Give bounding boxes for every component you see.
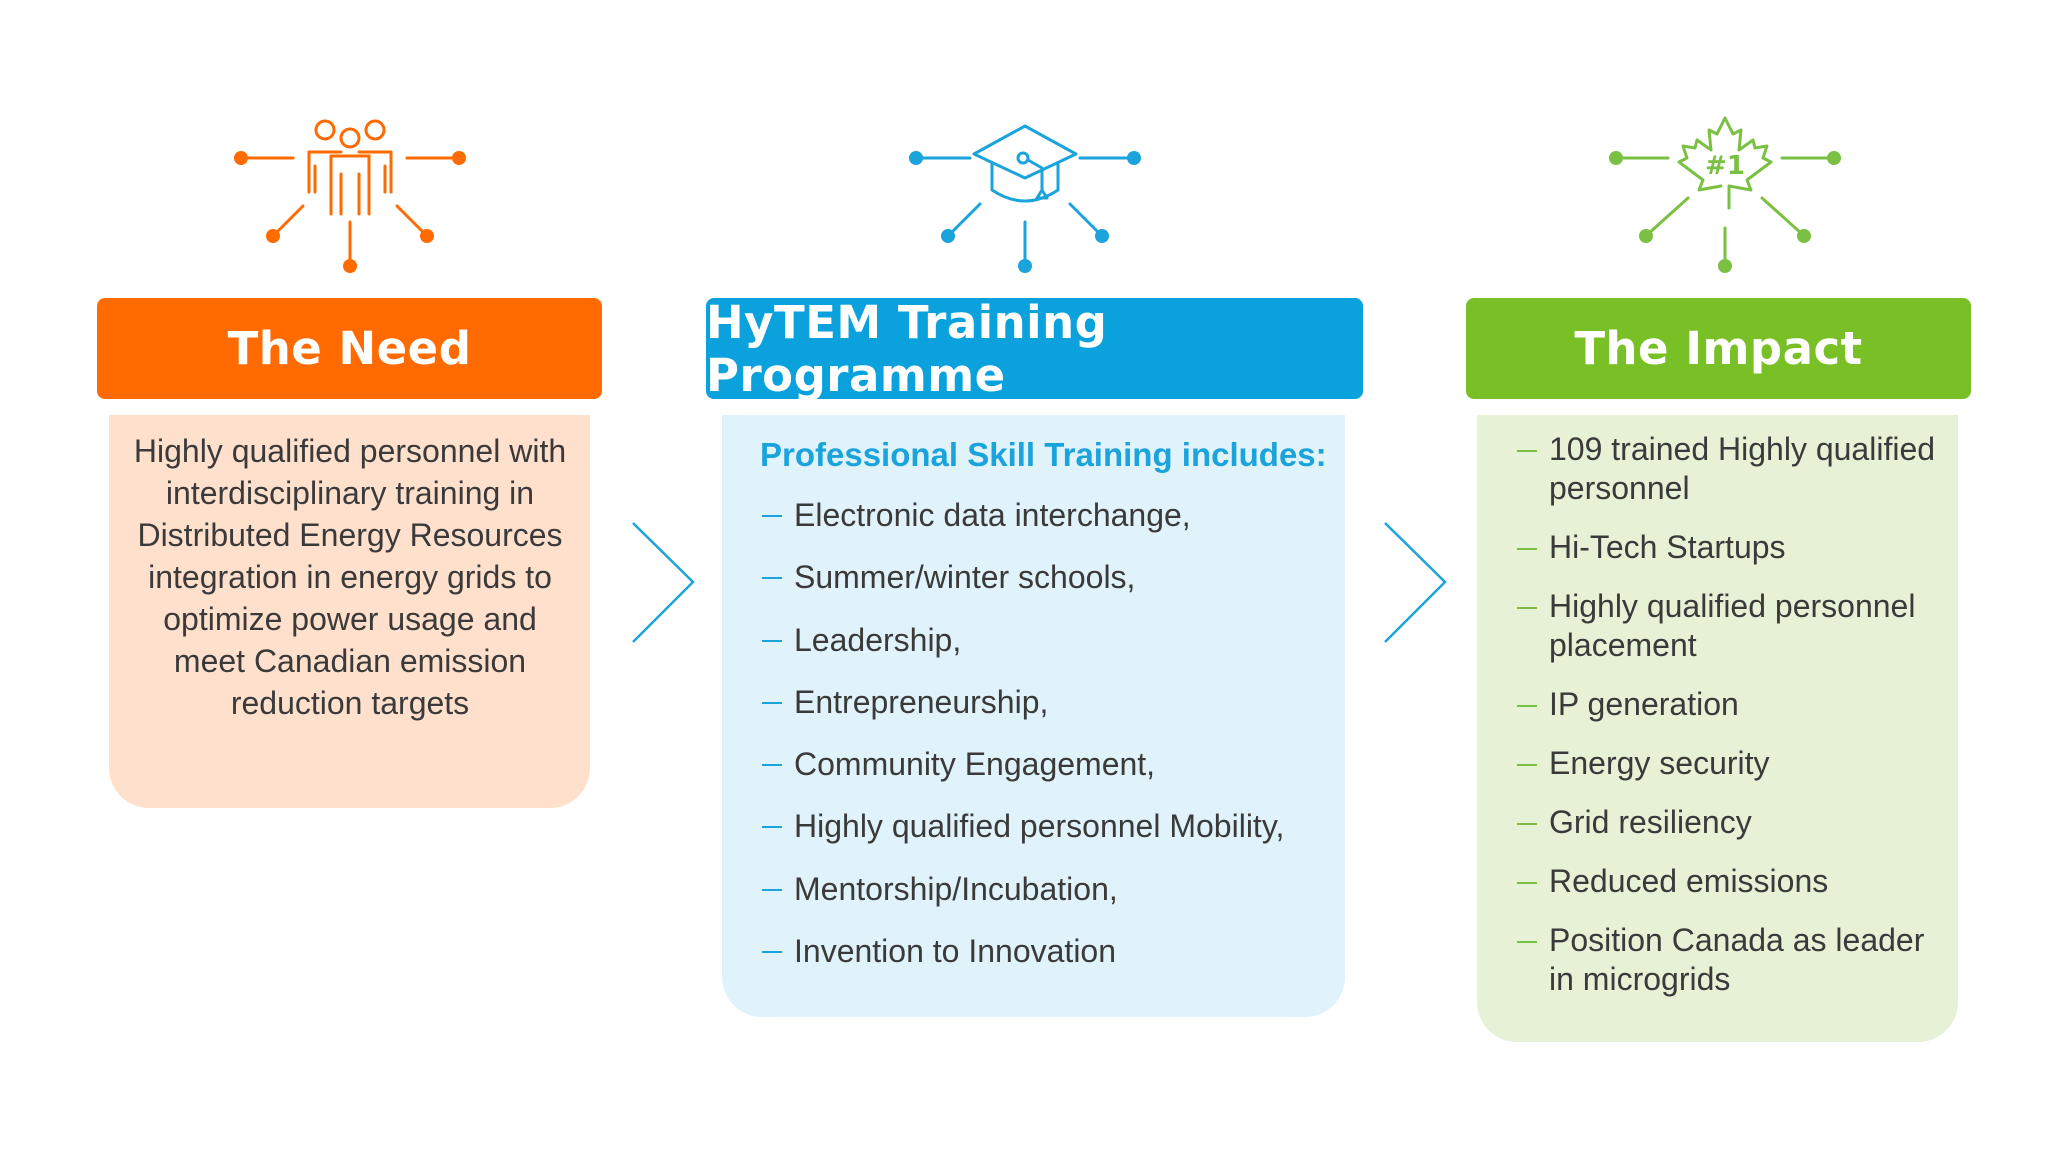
- impact-header: [1466, 298, 1971, 399]
- list-item: Energy security: [1517, 744, 1937, 783]
- programme-header: [706, 295, 1363, 402]
- dash-bullet: [762, 577, 782, 579]
- dash-bullet: [762, 764, 782, 766]
- dash-bullet: [762, 640, 782, 642]
- dash-bullet: [1517, 882, 1537, 884]
- programme-subtitle: Professional Skill Training includes:: [760, 436, 1327, 473]
- people-group-network-icon: [225, 110, 475, 280]
- list-item: Electronic data interchange,: [762, 495, 1284, 557]
- graduation-cap-network-icon: [900, 110, 1150, 280]
- impact-list: [1517, 430, 1937, 1019]
- dash-bullet: [1517, 450, 1537, 452]
- dash-bullet: [1517, 607, 1537, 609]
- dash-bullet: [1517, 764, 1537, 766]
- dash-bullet: [762, 702, 782, 704]
- dash-bullet: [1517, 705, 1537, 707]
- dash-bullet: [762, 951, 782, 953]
- dash-bullet: [1517, 823, 1537, 825]
- dash-bullet: [762, 889, 782, 891]
- chevron-right-icon: [1382, 520, 1452, 645]
- list-item: Reduced emissions: [1517, 862, 1937, 901]
- need-title: The Need: [227, 322, 472, 375]
- dash-bullet: [1517, 941, 1537, 943]
- impact-title: The Impact: [1574, 322, 1863, 375]
- list-item: Highly qualified personnel placement: [1517, 587, 1937, 665]
- need-header: [97, 298, 602, 399]
- list-item: Leadership,: [762, 620, 1284, 682]
- list-item: Hi-Tech Startups: [1517, 528, 1937, 567]
- impact-badge-label: #1: [1705, 151, 1745, 181]
- list-item: Invention to Innovation: [762, 931, 1284, 993]
- dash-bullet: [1517, 548, 1537, 550]
- need-description: Highly qualified personnel with interdisciplinary training in Distributed Energy Resources integration in energy grids to optimize power usage and meet Canadian emission reduction targets: [133, 433, 567, 721]
- list-item: Grid resiliency: [1517, 803, 1937, 842]
- dash-bullet: [762, 515, 782, 517]
- list-item: Community Engagement,: [762, 744, 1284, 806]
- list-item: Entrepreneurship,: [762, 682, 1284, 744]
- list-item: Summer/winter schools,: [762, 557, 1284, 619]
- list-item: 109 trained Highly qualified personnel: [1517, 430, 1937, 508]
- list-item: Position Canada as leader in microgrids: [1517, 921, 1937, 999]
- list-item: Mentorship/Incubation,: [762, 869, 1284, 931]
- maple-leaf-number-one-network-icon: [1600, 110, 1850, 280]
- programme-list: [762, 495, 1284, 993]
- chevron-right-icon: [630, 520, 700, 645]
- list-item: IP generation: [1517, 685, 1937, 724]
- programme-title: HyTEM Training Programme: [706, 295, 1108, 402]
- dash-bullet: [762, 826, 782, 828]
- list-item: Highly qualified personnel Mobility,: [762, 806, 1284, 868]
